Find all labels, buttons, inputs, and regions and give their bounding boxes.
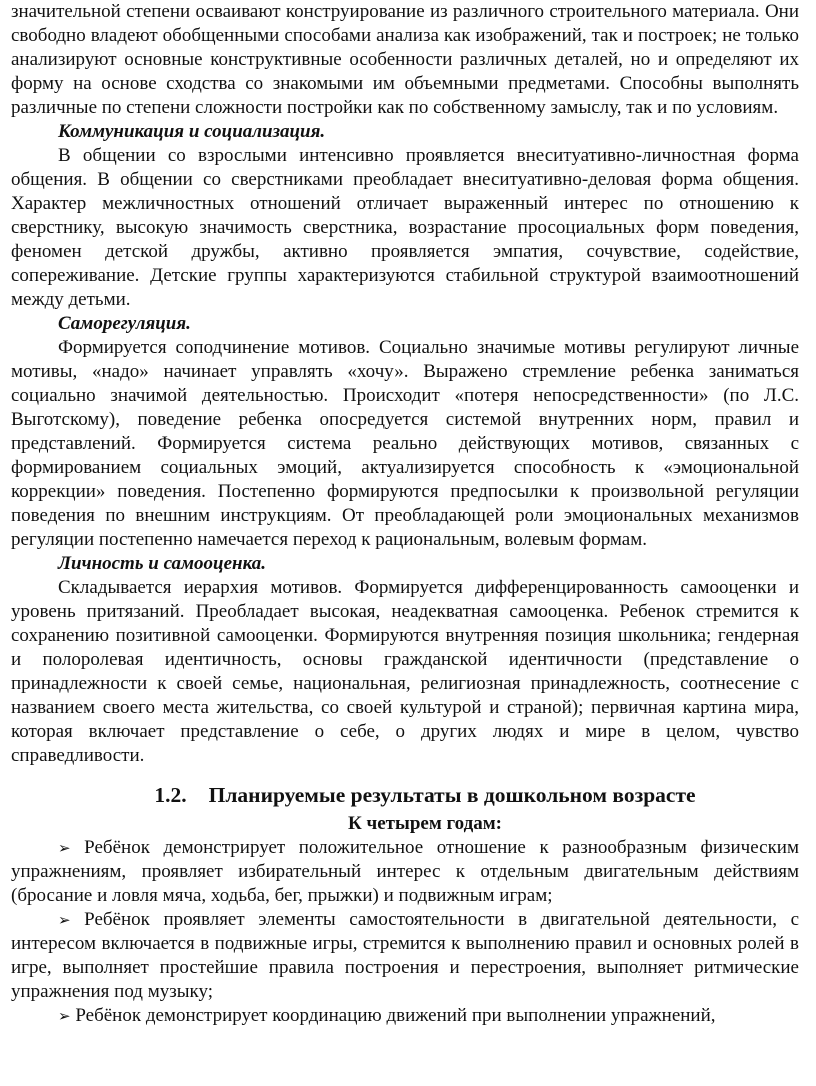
- paragraph-construction: значительной степени осваивают конструирование из различного строительного материала. Они свободно владеют обобщенными способами анализа как изображений, так и построек; не только анализируют основные конструктивные особенности различных деталей, но и определяют их форму на основе сходства со знакомыми им объемными предметами. Способны выполнять различные по степени сложности постройки как по собственному замыслу, так и по условиям.: [11, 1, 799, 118]
- arrowhead-bullet-icon: ➢: [58, 911, 71, 929]
- list-item: [11, 908, 799, 1004]
- document-page: [11, 0, 799, 1028]
- paragraph-self-regulation: Формируется соподчинение мотивов. Социально значимые мотивы регулируют личные мотивы, «надо» начинает управлять «хочу». Выражено стремление ребенка заниматься социально значимой деятельностью. Происходит «потеря непосредственности» (по Л.С. Выготскому), поведение ребенка опосредуется системой внутренних норм, правил и представлений. Формируется система реально действующих мотивов, связанных с формированием социальных эмоций, актуализируется способность к «эмоциональной коррекции» поведения. Постепенно формируются предпосылки к произвольной регуляции поведения по внешним инструкциям. От преобладающей роли эмоциональных механизмов регуляции постепенно намечается переход к рациональным, волевым формам.: [11, 337, 799, 550]
- list-item-text: Ребёнок демонстрирует положительное отношение к разнообразным физическим упражнениям, проявляет избирательный интерес к отдельным двигательным действиям (бросание и ловля мяча, ходьба, бег, прыжки) и подвижным играм;: [11, 837, 799, 906]
- arrowhead-bullet-icon: ➢: [58, 1007, 71, 1025]
- list-item: [11, 836, 799, 908]
- paragraph-personality: Складывается иерархия мотивов. Формируется дифференцированность самооценки и уровень притязаний. Преобладает высокая, неадекватная самооценка. Ребенок стремится к сохранению позитивной самооценки. Формируются внутренняя позиция школьника; гендерная и полоролевая идентичность, основы гражданской идентичности (представление о принадлежности к своей семье, национальная, религиозная принадлежность, соотнесение с названием своего места жительства, со своей культурой и страной); первичная картина мира, которая включает представление о себе, о других людях и мире в целом, чувство справедливости.: [11, 577, 799, 766]
- age-subheading: К четырем годам:: [347, 813, 503, 834]
- list-item-text: Ребёнок демонстрирует координацию движений при выполнении упражнений,: [75, 1005, 716, 1026]
- arrowhead-bullet-icon: ➢: [58, 839, 71, 857]
- heading-personality: Личность и самооценка.: [58, 553, 266, 574]
- section-heading: [11, 782, 799, 808]
- list-item-text: Ребёнок проявляет элементы самостоятельности в двигательной деятельности, с интересом включается в подвижные игры, стремится к выполнению правил и основных ролей в игре, выполняет простейшие правила построения и перестроения, выполняет ритмические упражнения под музыку;: [11, 909, 799, 1002]
- section-title: Планируемые результаты в дошкольном возрасте: [208, 783, 696, 807]
- heading-self-regulation: Саморегуляция.: [58, 313, 191, 334]
- section-number: 1.2.: [154, 783, 187, 807]
- heading-communication: Коммуникация и социализация.: [58, 121, 326, 142]
- list-item: [11, 1004, 799, 1028]
- paragraph-communication: В общении со взрослыми интенсивно проявляется внеситуативно-личностная форма общения. В общении со сверстниками преобладает внеситуативно-деловая форма общения. Характер межличностных отношений отличает выраженный интерес по отношению к сверстнику, высокую значимость сверстника, возрастание просоциальных форм поведения, феномен детской дружбы, активно проявляется эмпатия, сочувствие, содействие, сопереживание. Детские группы характеризуются стабильной структурой взаимоотношений между детьми.: [11, 145, 799, 310]
